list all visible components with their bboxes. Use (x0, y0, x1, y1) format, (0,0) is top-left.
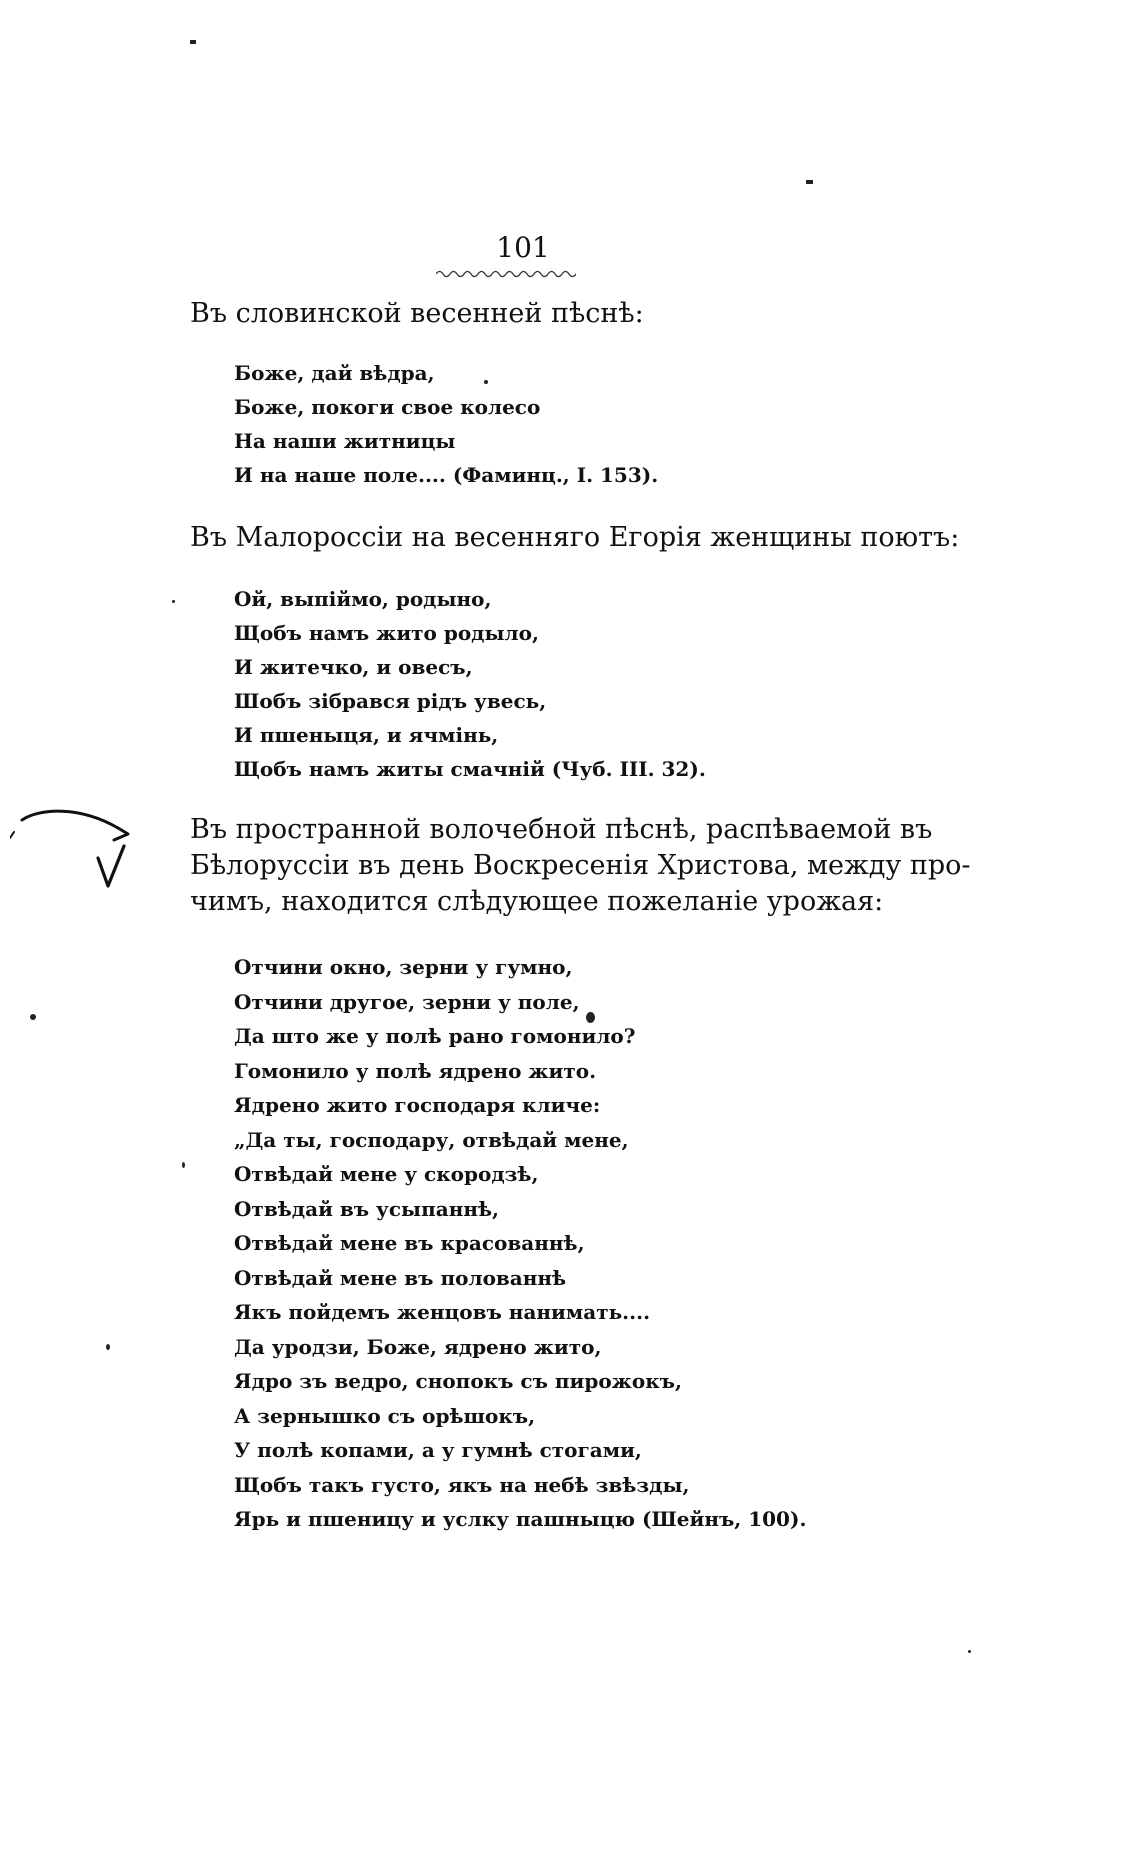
verse-line: И пшеныця, и ячмінь, (234, 723, 499, 747)
verse-line: Шобъ зібрався рідъ увесь, (234, 689, 547, 713)
verse-line: Отвѣдай мене въ полованнѣ (234, 1265, 567, 1290)
paragraph-line: чимъ, находится слѣдующее пожеланіе урожая: (190, 886, 884, 917)
section3-paragraph (190, 812, 971, 920)
verse-line: И на наше поле.... (Фаминц., I. 153). (234, 463, 659, 487)
verse-line: Щобъ намъ жито родыло, (234, 621, 539, 645)
scan-speck (586, 1012, 595, 1023)
verse-line: Отвѣдай мене въ красованнѣ, (234, 1231, 585, 1255)
verse-line: А зернышко съ орѣшокъ, (234, 1403, 536, 1428)
handwritten-arrow-mark (10, 800, 130, 890)
scan-speck (806, 180, 813, 184)
verse-line: Да што же у полѣ рано гомонило? (234, 1024, 636, 1048)
verse-line: Отвѣдай мене у скородзѣ, (234, 1162, 539, 1186)
section2-intro: Въ Малороссіи на весенняго Егорія женщины поютъ: (190, 522, 960, 553)
verse-line: У полѣ копами, а у гумнѣ стогами, (234, 1438, 642, 1462)
verse-line: Да уродзи, Боже, ядрено жито, (234, 1334, 602, 1359)
scan-speck (484, 380, 488, 384)
verse-line: Якъ пойдемъ женцовъ нанимать.... (234, 1300, 651, 1324)
scan-speck (30, 1014, 36, 1020)
verse-line: Ядро зъ ведро, снопокъ съ пирожокъ, (234, 1369, 682, 1393)
verse-line: Щобъ намъ житы смачній (Чуб. III. 32). (234, 757, 706, 781)
verse-line: Боже, дай вѣдра, (234, 361, 435, 385)
section1-intro: Въ словинской весенней пѣснѣ: (190, 298, 644, 329)
wavy-rule-ornament (436, 268, 576, 278)
section2-verse (234, 582, 706, 786)
scan-speck (182, 1162, 185, 1168)
verse-line: „Да ты, господару, отвѣдай мене, (234, 1127, 629, 1152)
scan-speck (190, 40, 196, 44)
verse-line: Ядрено жито господаря кличе: (234, 1093, 601, 1117)
verse-line: Ой, выпіймо, родыно, (234, 587, 492, 611)
page-number: 101 (496, 231, 550, 264)
scan-speck (106, 1344, 110, 1350)
verse-line: Отчини окно, зерни у гумно, (234, 955, 573, 979)
scan-speck (968, 1650, 971, 1653)
verse-line: Гомонило у полѣ ядрено жито. (234, 1058, 597, 1083)
verse-line: Щобъ такъ густо, якъ на небѣ звѣзды, (234, 1472, 690, 1497)
verse-line: Отвѣдай въ усыпаннѣ, (234, 1196, 499, 1221)
verse-line: Отчини другое, зерни у поле, (234, 989, 580, 1014)
verse-line: На наши житницы (234, 429, 456, 453)
scan-speck (172, 600, 175, 603)
verse-line: И житечко, и овесъ, (234, 655, 473, 679)
verse-line: Ярь и пшеницу и услку пашныцю (Шейнъ, 100). (234, 1507, 807, 1531)
paragraph-line: Въ пространной волочебной пѣснѣ, распѣваемой въ (190, 814, 933, 845)
section1-verse (234, 356, 658, 492)
verse-line: Боже, покоги свое колесо (234, 395, 541, 419)
section3-verse (234, 950, 806, 1537)
paragraph-line: Бѣлоруссіи въ день Воскресенія Христова, между про- (190, 850, 971, 881)
